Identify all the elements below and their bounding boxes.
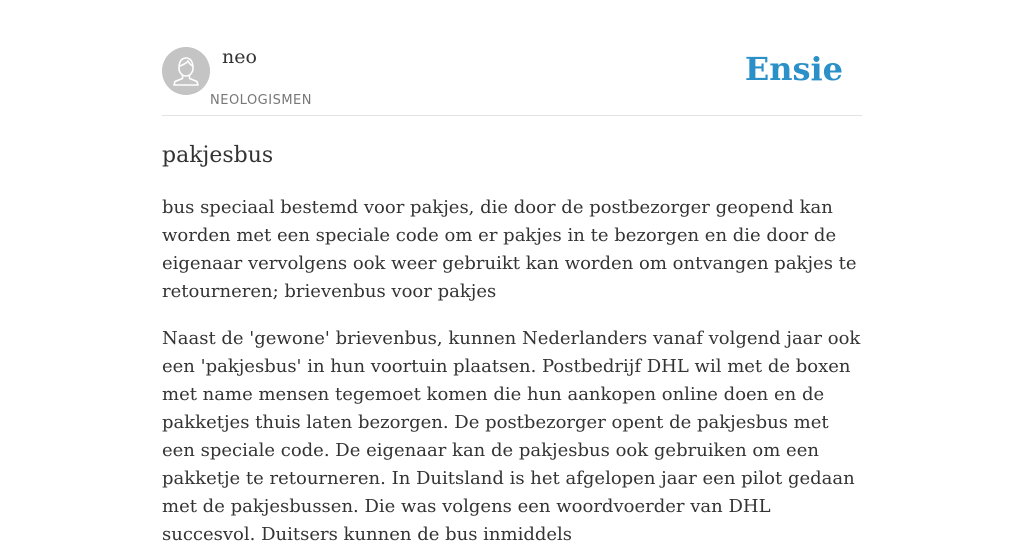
category-label[interactable]: NEOLOGISMEN	[210, 93, 312, 108]
author-name[interactable]: neo	[222, 46, 257, 68]
author-avatar[interactable]	[162, 47, 210, 95]
entry-header	[162, 0, 862, 116]
user-icon	[162, 47, 210, 95]
entry-example: Naast de 'gewone' brievenbus, kunnen Nederlanders vanaf volgend jaar ook een 'pakjesbus' in hun voortuin plaatsen. Postbedrijf DHL wil met de boxen met name mensen tegemoet komen die hun aankopen online doen en de pakketjes thuis laten bezorgen. De postbezorger opent de pakjesbus met een speciale code. De eigenaar kan de pakjesbus ook gebruiken om een pakketje te retourneren. In Duitsland is het afgelopen jaar een pilot gedaan met de pakjesbussen. Die was volgens een woordvoerder van DHL succesvol. Duitsers kunnen de bus inmiddels	[162, 328, 861, 545]
site-logo[interactable]: Ensie	[744, 50, 843, 88]
entry-card	[162, 0, 862, 549]
entry-definition: bus speciaal bestemd voor pakjes, die door de postbezorger geopend kan worden met een speciale code om er pakjes in te bezorgen en die door de eigenaar vervolgens ook weer gebruikt kan worden om ontvangen pakjes te retourneren; brievenbus voor pakjes	[162, 197, 857, 302]
entry-title: pakjesbus	[162, 143, 274, 168]
